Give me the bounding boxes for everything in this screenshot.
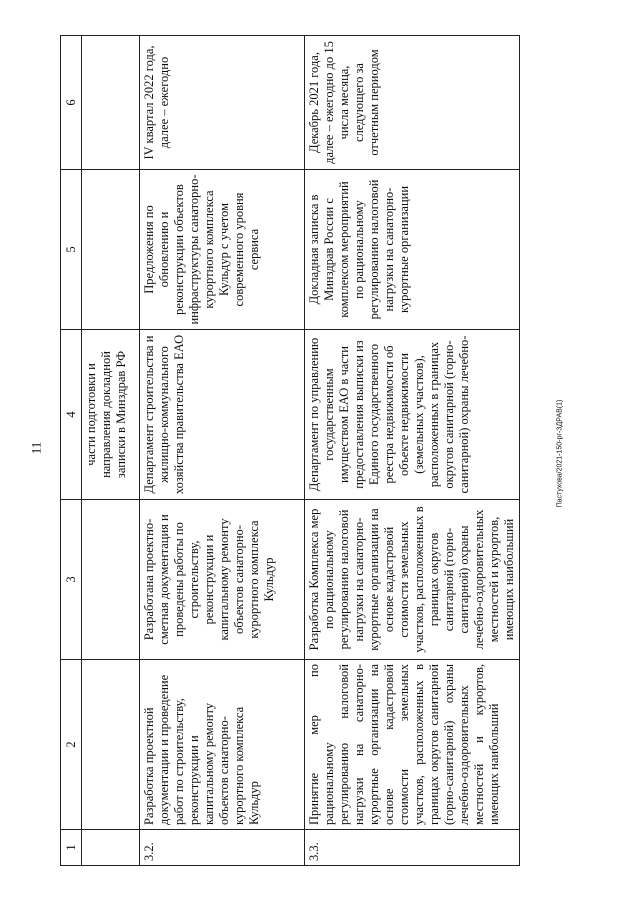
- page-number: 11: [28, 441, 44, 455]
- row-number: 3.2.: [140, 830, 305, 866]
- result-cell: Разработка Комплекса мер по рациональному регулированию налоговой нагрузки на санаторно-курортные организации на основе кадастровой стоимости земельных участков, расположенных в границах округов санитарной (горно-санитарной) охраны лечебно-оздоровительных местностей и курортов, имеющих наибольший: [305, 500, 520, 660]
- measure-cell: Разработка проектной документации и проведение работ по строительству, реконструкции и капитальному ремонту объектов санаторно-курортного комплекса Кульдур: [140, 660, 305, 830]
- plan-table: [60, 35, 520, 866]
- cont-cell-6: [82, 36, 140, 170]
- table-row: [140, 36, 305, 866]
- responsible-cell: Департамент по управлению государственным имуществом ЕАО в части предоставления выписки из Единого государственного реестра недвижимости об объекте недвижимости (земельных участков), расположенных в границах округов санитарной (горно-санитарной) охраны лечебно-: [305, 330, 520, 500]
- cont-cell-3: [82, 500, 140, 660]
- result-cell: Разработана проектно-сметная документация и проведены работы по строительству, реконструкции и капитальному ремонту объектов санаторно-курортного комплекса Кульдур: [140, 500, 305, 660]
- cont-cell-1: [82, 830, 140, 866]
- document-cell: Предложения по обновлению и реконструкции объектов инфраструктуры санаторно-курортного комплекса Кульдур с учетом современного уровня сервиса: [140, 170, 305, 330]
- cont-cell-4: части подготовки и направления докладной записки в Минздрав РФ: [82, 330, 140, 500]
- measure-cell: Принятие мер по рациональному регулированию налоговой нагрузки на санаторно-курортные организации на основе кадастровой стоимости земельных участков, расположенных в границах округов санитарной (горно-санитарной) охраны лечебно-оздоровительных местностей и курортов, имеющих наибольший: [305, 660, 520, 830]
- deadline-cell: IV квартал 2022 года, далее – ежегодно: [140, 36, 305, 170]
- col-header-5: 5: [61, 170, 82, 330]
- col-header-1: 1: [61, 830, 82, 866]
- col-header-2: 2: [61, 660, 82, 830]
- deadline-cell: Декабрь 2021 года, далее – ежегодно до 15 числа месяца, следующего за отчетным периодом: [305, 36, 520, 170]
- cont-cell-5: [82, 170, 140, 330]
- responsible-cell: Департамент строительства и жилищно-коммунального хозяйства правительства ЕАО: [140, 330, 305, 500]
- col-header-4: 4: [61, 330, 82, 500]
- col-header-3: 3: [61, 500, 82, 660]
- continuation-row: [82, 36, 140, 866]
- row-number: 3.3.: [305, 830, 520, 866]
- header-row: [61, 36, 82, 866]
- col-header-6: 6: [61, 36, 82, 170]
- document-cell: Докладная записка в Минздрав России с комплексом мероприятий по рациональному регулированию налоговой нагрузки на санаторно-курортные организации: [305, 170, 520, 330]
- footer-note: Пастухова/2021-150-рг-ЗДРАВ(1): [556, 399, 564, 508]
- table-row: [305, 36, 520, 866]
- cont-cell-2: [82, 660, 140, 830]
- rotated-table-wrapper: [60, 36, 516, 866]
